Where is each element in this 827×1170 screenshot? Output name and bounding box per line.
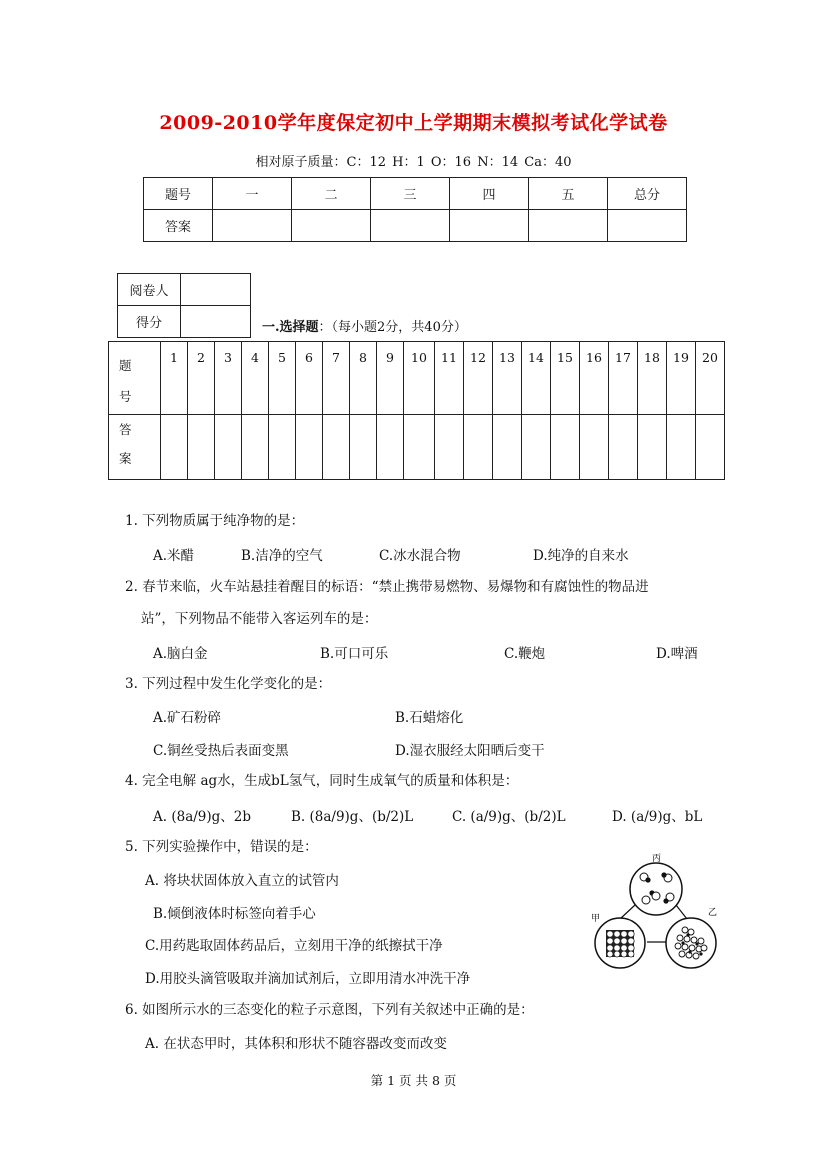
grid-label: 答 案 bbox=[109, 415, 161, 480]
section-note: ：（每小题2分，共40分） bbox=[318, 320, 467, 335]
score-answer-cell[interactable] bbox=[608, 210, 687, 242]
answer-cell[interactable] bbox=[522, 415, 551, 480]
question-6-stem: 6. 如图所示水的三态变化的粒子示意图，下列有关叙述中正确的是： bbox=[125, 1002, 534, 1018]
answer-cell[interactable] bbox=[464, 415, 493, 480]
q2-option-a: A.脑白金 bbox=[153, 646, 208, 662]
answer-cell[interactable] bbox=[242, 415, 269, 480]
score-answer-cell[interactable] bbox=[292, 210, 371, 242]
question-number: 3 bbox=[215, 342, 242, 415]
q1-option-c: C.冰水混合物 bbox=[379, 548, 461, 564]
q3-option-d: D.湿衣服经太阳晒后变干 bbox=[395, 743, 545, 759]
question-number: 19 bbox=[667, 342, 696, 415]
question-number: 7 bbox=[323, 342, 350, 415]
question-number: 11 bbox=[435, 342, 464, 415]
atomic-masses: 相对原子质量：C：12 H：1 O：16 N：14 Ca：40 bbox=[255, 155, 572, 170]
q4-option-d: D. (a/9)g、bL bbox=[612, 809, 703, 825]
gas-state-circle bbox=[630, 863, 682, 915]
answer-cell[interactable] bbox=[696, 415, 725, 480]
score-answer-cell[interactable] bbox=[213, 210, 292, 242]
question-number: 16 bbox=[580, 342, 609, 415]
q2-option-b: B.可口可乐 bbox=[320, 646, 389, 662]
page-title: 2009-2010学年度保定初中上学期期末模拟考试化学试卷 bbox=[159, 112, 668, 134]
q2-option-d: D.啤酒 bbox=[656, 646, 698, 662]
answer-cell[interactable] bbox=[161, 415, 188, 480]
score-cell[interactable] bbox=[181, 306, 251, 338]
question-1-stem: 1. 下列物质属于纯净物的是： bbox=[125, 513, 305, 529]
question-number: 17 bbox=[609, 342, 638, 415]
question-number: 4 bbox=[242, 342, 269, 415]
q3-option-a: A.矿石粉碎 bbox=[153, 710, 222, 726]
question-number: 1 bbox=[161, 342, 188, 415]
grader-cell[interactable] bbox=[181, 274, 251, 306]
q5-option-a: A. 将块状固体放入直立的试管内 bbox=[145, 873, 339, 889]
question-number: 12 bbox=[464, 342, 493, 415]
question-number: 18 bbox=[638, 342, 667, 415]
score-row-label: 答案 bbox=[144, 210, 213, 242]
diagram-label-top: 丙 bbox=[652, 854, 662, 864]
question-5-stem: 5. 下列实验操作中，错误的是： bbox=[125, 839, 318, 855]
score-answer-cell[interactable] bbox=[371, 210, 450, 242]
q1-option-a: A.米醋 bbox=[153, 548, 195, 564]
q3-option-c: C.铜丝受热后表面变黑 bbox=[153, 743, 289, 759]
answer-cell[interactable] bbox=[493, 415, 522, 480]
q4-option-c: C. (a/9)g、(b/2)L bbox=[452, 809, 566, 825]
section-title: 一.选择题 bbox=[262, 320, 319, 335]
score-table bbox=[143, 177, 687, 242]
question-4-stem: 4. 完全电解 ag水，生成bL氢气，同时生成氧气的质量和体积是： bbox=[125, 773, 519, 789]
question-2-stem-cont: 站”，下列物品不能带入客运列车的是： bbox=[141, 611, 378, 627]
answer-cell[interactable] bbox=[551, 415, 580, 480]
score-header-cell: 一 bbox=[213, 178, 292, 210]
answer-cell[interactable] bbox=[377, 415, 404, 480]
answer-cell[interactable] bbox=[323, 415, 350, 480]
question-number: 20 bbox=[696, 342, 725, 415]
question-number: 2 bbox=[188, 342, 215, 415]
question-3-stem: 3. 下列过程中发生化学变化的是： bbox=[125, 676, 332, 692]
question-number: 8 bbox=[350, 342, 377, 415]
q4-option-a: A. (8a/9)g、2b bbox=[153, 809, 252, 825]
grader-table bbox=[117, 273, 251, 338]
score-header-cell: 二 bbox=[292, 178, 371, 210]
q6-option-a: A. 在状态甲时，其体积和形状不随容器改变而改变 bbox=[145, 1036, 447, 1052]
question-number: 9 bbox=[377, 342, 404, 415]
q5-option-c: C.用药匙取固体药品后，立刻用干净的纸擦拭干净 bbox=[145, 938, 443, 954]
score-header-cell: 三 bbox=[371, 178, 450, 210]
answer-grid bbox=[108, 341, 725, 480]
answer-cell[interactable] bbox=[215, 415, 242, 480]
answer-cell[interactable] bbox=[269, 415, 296, 480]
diagram-label-right: 乙 bbox=[708, 908, 718, 918]
q4-option-b: B. (8a/9)g、(b/2)L bbox=[291, 809, 414, 825]
question-number: 10 bbox=[404, 342, 435, 415]
grader-label: 阅卷人 bbox=[118, 274, 181, 306]
answer-cell[interactable] bbox=[350, 415, 377, 480]
question-2-stem: 2. 春节来临，火车站悬挂着醒目的标语：“禁止携带易燃物、易爆物和有腐蚀性的物品进 bbox=[125, 579, 649, 595]
q2-option-c: C.鞭炮 bbox=[504, 646, 546, 662]
answer-cell[interactable] bbox=[296, 415, 323, 480]
diagram-label-left: 甲 bbox=[591, 914, 601, 924]
score-header-cell: 总分 bbox=[608, 178, 687, 210]
score-answer-row bbox=[144, 210, 687, 242]
score-label: 得分 bbox=[118, 306, 181, 338]
score-header-cell: 题号 bbox=[144, 178, 213, 210]
question-number: 13 bbox=[493, 342, 522, 415]
question-number: 6 bbox=[296, 342, 323, 415]
answer-cell[interactable] bbox=[609, 415, 638, 480]
page-footer: 第 1 页 共 8 页 bbox=[370, 1073, 457, 1088]
grid-label: 题 号 bbox=[109, 342, 161, 415]
answer-cell[interactable] bbox=[188, 415, 215, 480]
liquid-state-circle bbox=[666, 918, 716, 968]
water-states-diagram bbox=[590, 853, 725, 973]
question-number: 15 bbox=[551, 342, 580, 415]
answer-grid-answer-row bbox=[109, 415, 725, 480]
score-header-cell: 四 bbox=[450, 178, 529, 210]
score-header-cell: 五 bbox=[529, 178, 608, 210]
question-number: 14 bbox=[522, 342, 551, 415]
answer-cell[interactable] bbox=[638, 415, 667, 480]
answer-grid-number-row bbox=[109, 342, 725, 415]
question-number: 5 bbox=[269, 342, 296, 415]
answer-cell[interactable] bbox=[667, 415, 696, 480]
q5-option-d: D.用胶头滴管吸取并滴加试剂后，立即用清水冲洗干净 bbox=[145, 971, 471, 987]
score-header-row bbox=[144, 178, 687, 210]
section-header bbox=[262, 316, 467, 335]
score-answer-cell[interactable] bbox=[529, 210, 608, 242]
q5-option-b: B.倾倒液体时标签向着手心 bbox=[153, 906, 316, 922]
q3-option-b: B.石蜡熔化 bbox=[395, 710, 464, 726]
q1-option-b: B.洁净的空气 bbox=[241, 548, 323, 564]
answer-cell[interactable] bbox=[580, 415, 609, 480]
answer-cell[interactable] bbox=[404, 415, 435, 480]
score-answer-cell[interactable] bbox=[450, 210, 529, 242]
answer-cell[interactable] bbox=[435, 415, 464, 480]
q1-option-d: D.纯净的自来水 bbox=[533, 548, 629, 564]
